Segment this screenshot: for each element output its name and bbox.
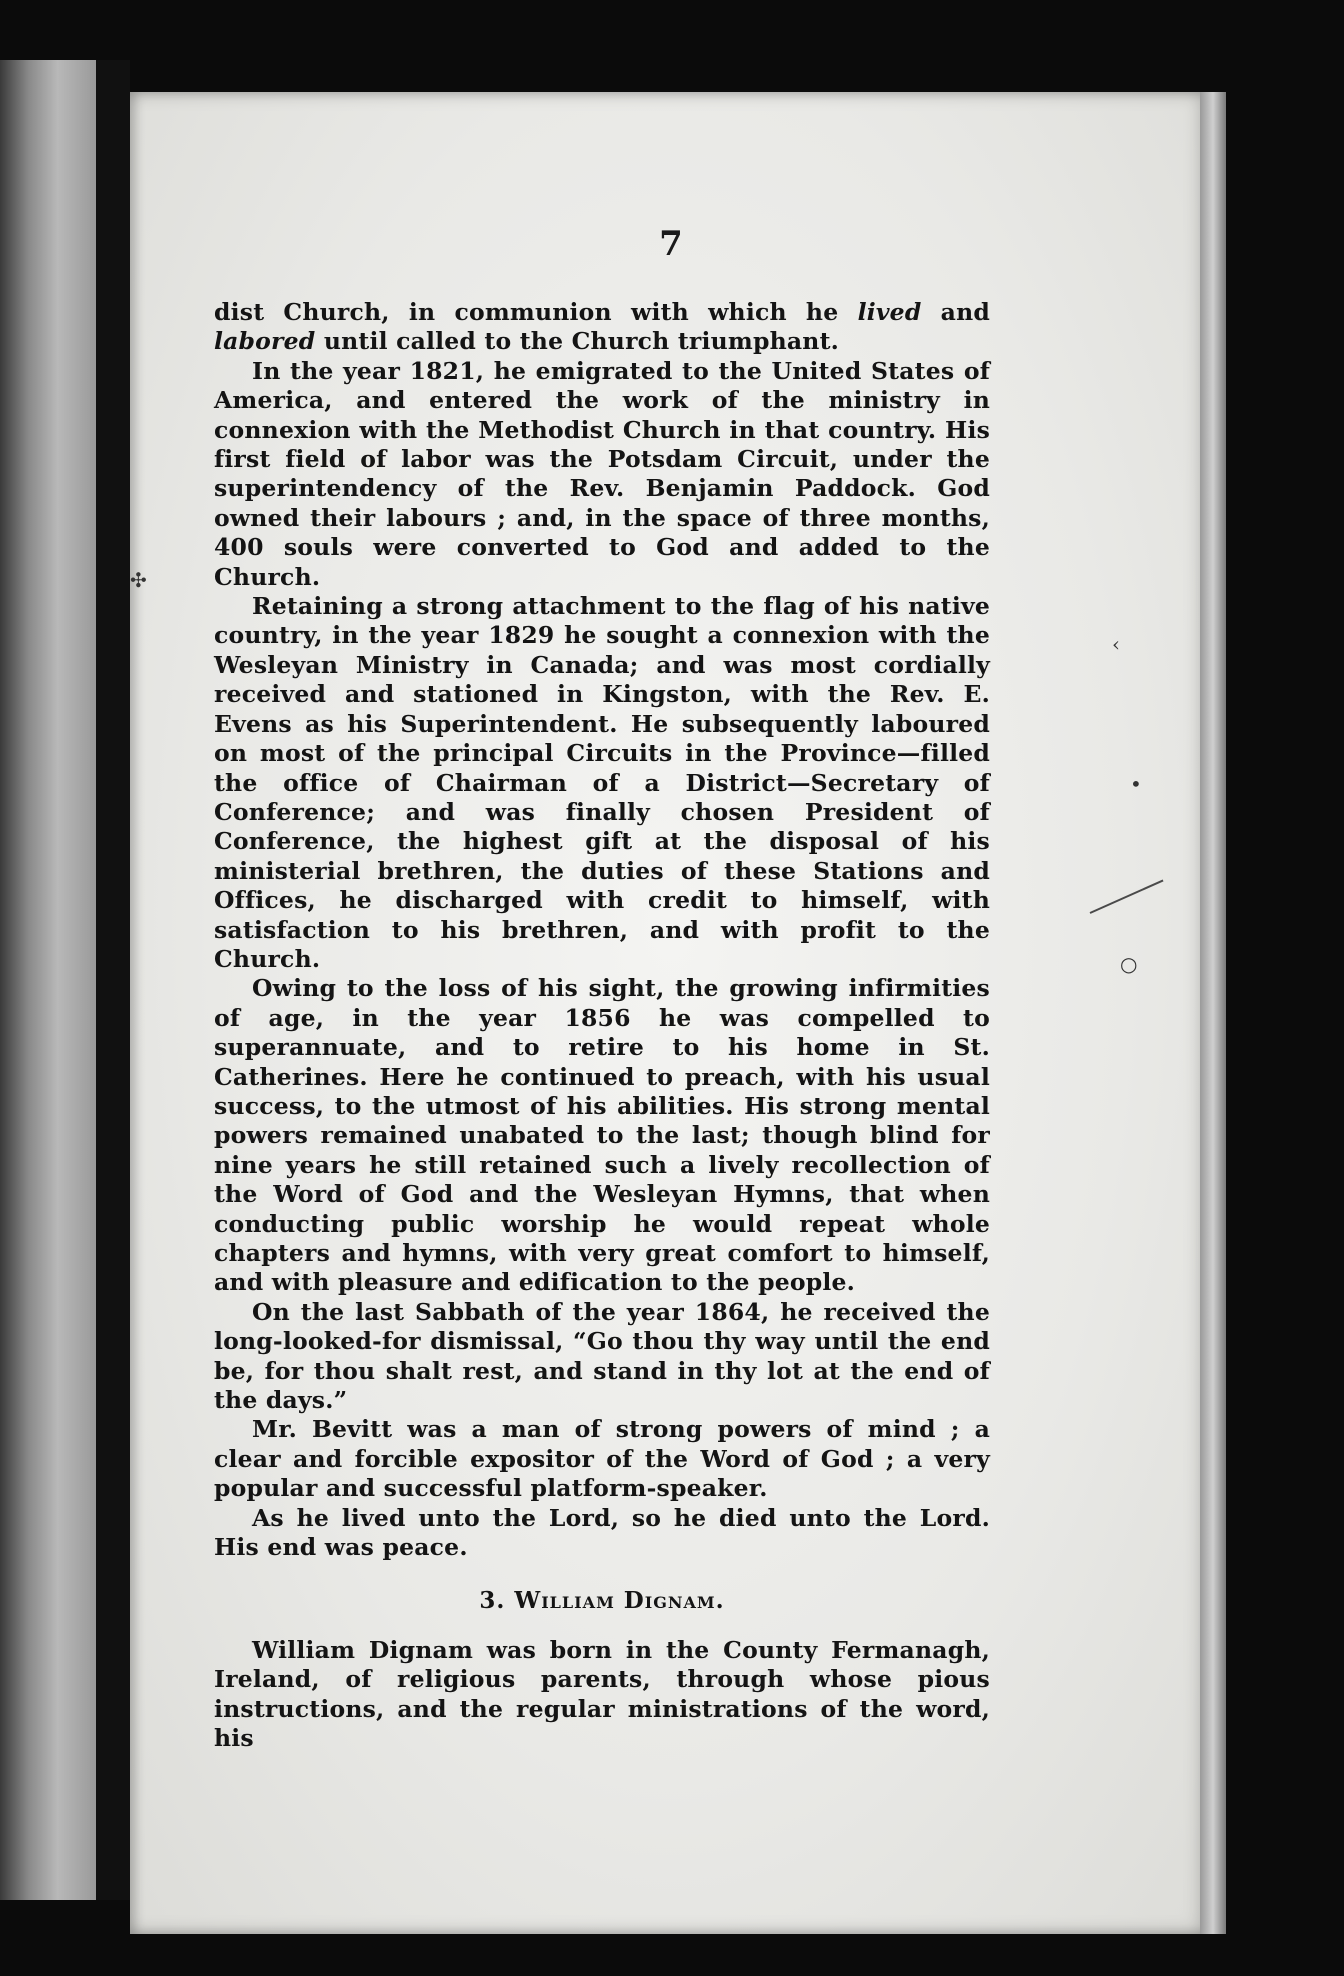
italic-text: lived	[857, 298, 922, 326]
page-edge-right	[1200, 92, 1226, 1934]
paragraph-p6	[214, 1415, 990, 1503]
body-paragraphs	[214, 298, 990, 1562]
page-speck: ✣	[130, 568, 147, 592]
page-number: 7	[659, 224, 683, 264]
facing-page-edge	[0, 60, 96, 1900]
paragraph-p1	[214, 298, 990, 357]
text-run: Mr. Bevitt was a man of strong powers of mind ; a clear and forcible expositor of the Word of God ; a very popular and successful platform-speaker.	[214, 1415, 990, 1503]
text-run: Retaining a strong attachment to the flag of his native country, in the year 1829 he sought a connexion with the Wesleyan Ministry in Canada; and was most cordially received and stationed in Kingston, with the Rev. E. Evens as his Superintendent. He subsequently laboured on most of the principal Circuits in the Province—filled the office of Chairman of a District—Secretary of Conference; and was finally chosen President of Conference, the highest gift at the disposal of his ministerial brethren, the duties of these Stations and Offices, he discharged with credit to himself, with satisfaction to his brethren, and with profit to the Church.	[214, 592, 990, 973]
text-run: As he lived unto the Lord, so he died unto the Lord. His end was peace.	[214, 1503, 990, 1562]
page-speck: ○	[1120, 952, 1138, 976]
paragraph-p8	[214, 1636, 990, 1754]
page-speck: •	[1130, 772, 1142, 796]
text-run: and	[921, 298, 991, 326]
text-run: In the year 1821, he emigrated to the United States of America, and entered the work of the ministry in connexion with the Methodist Church in that country. His first field of labor was the Potsdam Circuit, under the superintendency of the Rev. Benjamin Paddock. God owned their labours ; and, in the space of three months, 400 souls were converted to God and added to the Church.	[214, 356, 990, 591]
text-run: Owing to the loss of his sight, the growing infirmities of age, in the year 1856 he was compelled to superannuate, and to retire to his home in St. Catherines. Here he continued to preach, with his usual success, to the utmost of his abilities. His strong mental powers remained unabated to the last; though blind for nine years he still retained such a lively recollection of the Word of God and the Wesleyan Hymns, that when conducting public worship he would repeat whole chapters and hymns, with very great comfort to himself, and with pleasure and edification to the people.	[214, 974, 990, 1297]
text-run: dist Church, in communion with which he	[214, 298, 858, 326]
section-heading: 3. William Dignam.	[479, 1587, 725, 1615]
paragraph-p2	[214, 357, 990, 592]
text-run: On the last Sabbath of the year 1864, he received the long-looked-for dismissal, “Go thou thy way until the end be, for thou shalt rest, and stand in thy lot at the end of the days.”	[214, 1297, 990, 1415]
text-run: William Dignam was born in the County Fermanagh, Ireland, of religious parents, through whose pious instructions, and the regular ministrations of the word, his	[214, 1635, 990, 1753]
page-scratch	[1090, 880, 1164, 914]
page-body	[214, 298, 990, 1754]
paragraph-p5	[214, 1298, 990, 1416]
page-speck: ‹	[1112, 632, 1120, 656]
paragraph-p7	[214, 1504, 990, 1563]
body-paragraphs-continued	[214, 1636, 990, 1754]
paragraph-p3	[214, 592, 990, 974]
italic-text: labored	[214, 327, 316, 356]
paragraph-p4	[214, 974, 990, 1297]
book-gutter	[96, 60, 130, 1900]
text-run: until called to the Church triumphant.	[315, 327, 840, 356]
book-page	[130, 92, 1212, 1934]
